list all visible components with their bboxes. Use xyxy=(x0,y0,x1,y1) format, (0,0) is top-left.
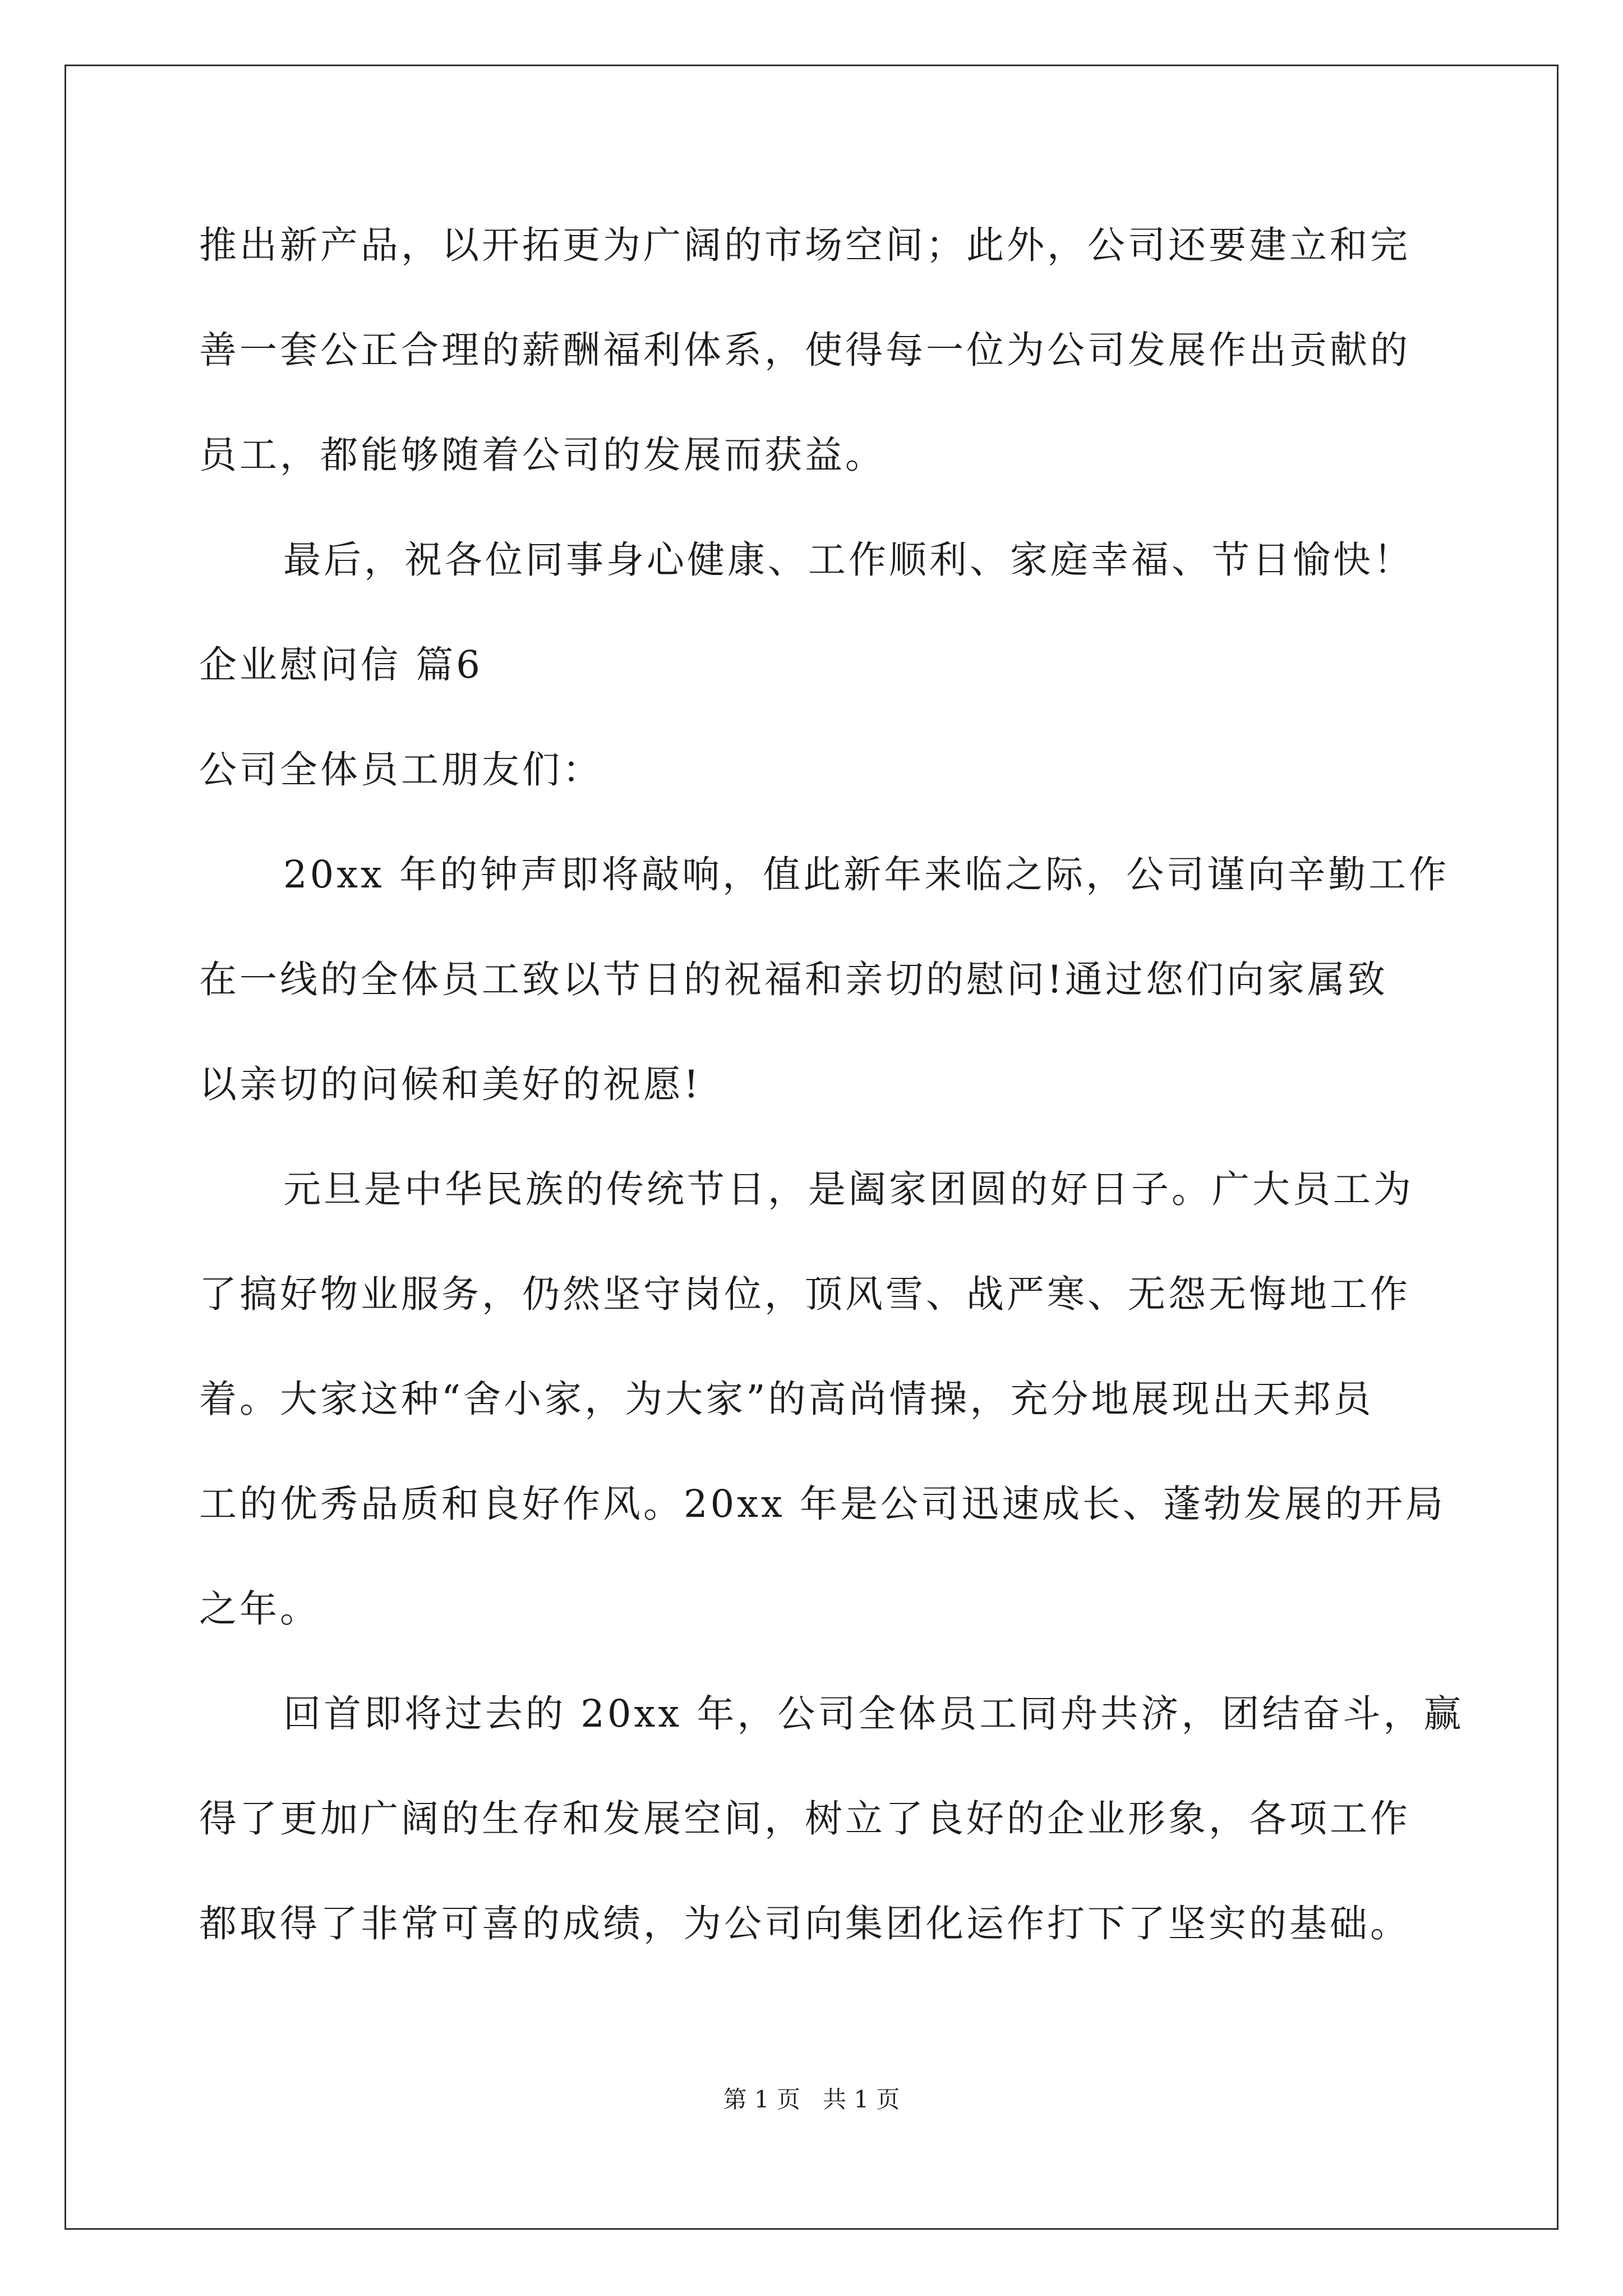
paragraph-line: 了搞好物业服务，仍然坚守岗位，顶风雪、战严寒、无怨无悔地工作 xyxy=(199,1272,1410,1316)
page-number: 第 1 页 xyxy=(723,2086,800,2113)
paragraph-line: 之年。 xyxy=(199,1587,320,1631)
paragraph-line: 在一线的全体员工致以节日的祝福和亲切的慰问!通过您们向家属致 xyxy=(199,958,1388,1001)
paragraph-line: 元旦是中华民族的传统节日，是阖家团圆的好日子。广大员工为 xyxy=(283,1167,1414,1211)
paragraph-line: 得了更加广阔的生存和发展空间，树立了良好的企业形象，各项工作 xyxy=(199,1797,1410,1841)
page-total: 共 1 页 xyxy=(823,2086,900,2113)
salutation: 公司全体员工朋友们： xyxy=(199,748,603,792)
paragraph-line: 都取得了非常可喜的成绩，为公司向集团化运作打下了坚实的基础。 xyxy=(199,1902,1410,1945)
document-body xyxy=(199,213,1464,1996)
page-footer xyxy=(0,2081,1623,2115)
section-heading: 企业慰问信 篇6 xyxy=(199,643,483,687)
closing-wishes: 最后，祝各位同事身心健康、工作顺利、家庭幸福、节日愉快！ xyxy=(283,538,1414,582)
paragraph-line: 推出新产品，以开拓更为广阔的市场空间；此外，公司还要建立和完 xyxy=(199,223,1410,267)
paragraph-line: 善一套公正合理的薪酬福利体系，使得每一位为公司发展作出贡献的 xyxy=(199,328,1410,372)
paragraph-line: 着。大家这种“舍小家，为大家”的高尚情操，充分地展现出天邦员 xyxy=(199,1377,1374,1421)
paragraph-line: 工的优秀品质和良好作风。20xx 年是公司迅速成长、蓬勃发展的开局 xyxy=(199,1482,1446,1526)
paragraph-line: 20xx 年的钟声即将敲响，值此新年来临之际，公司谨向辛勤工作 xyxy=(283,853,1450,896)
paragraph-line: 以亲切的问候和美好的祝愿! xyxy=(199,1062,702,1106)
paragraph-line: 员工，都能够随着公司的发展而获益。 xyxy=(199,433,886,477)
paragraph-line: 回首即将过去的 20xx 年，公司全体员工同舟共济，团结奋斗，赢 xyxy=(283,1692,1464,1736)
